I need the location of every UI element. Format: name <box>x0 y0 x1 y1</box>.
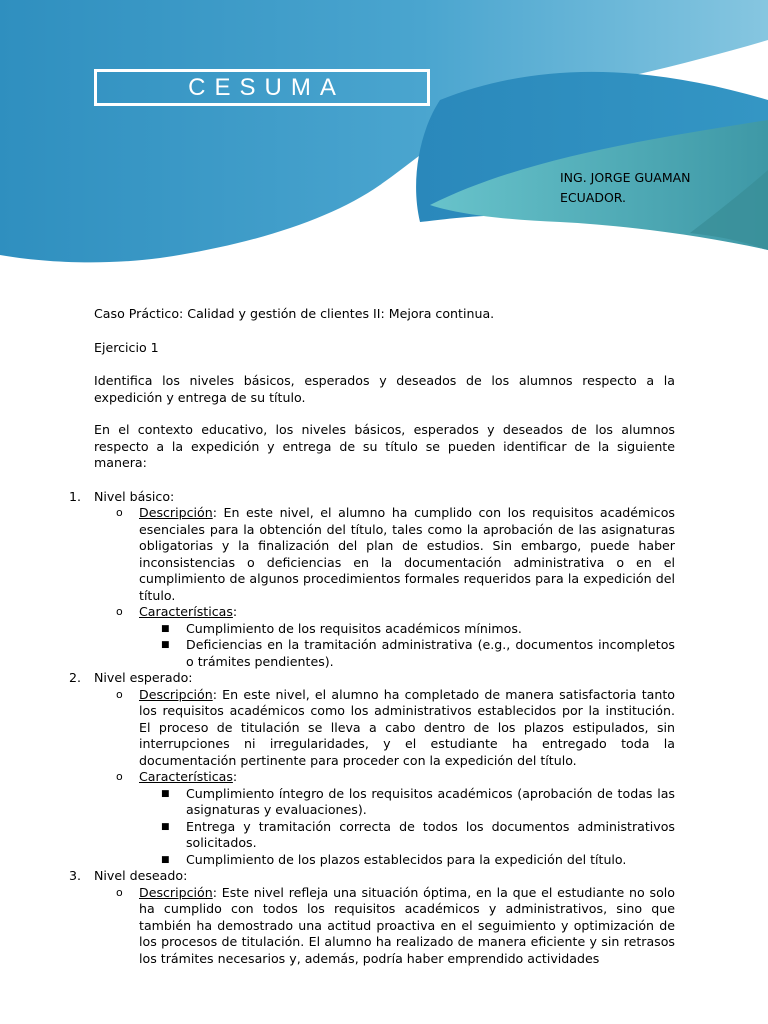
level-title: Nivel básico <box>94 488 171 504</box>
levels-list <box>69 488 675 968</box>
characteristic-text: Cumplimiento íntegro de los requisitos académicos (aprobación de todas las asignaturas y evaluaciones). <box>186 785 675 817</box>
header-wave-banner <box>0 0 768 290</box>
list-item <box>139 786 675 819</box>
characteristics-label: Características <box>139 604 233 619</box>
colon: : <box>232 604 238 619</box>
characteristic-text: Cumplimiento de los requisitos académicos mínimos. <box>186 620 522 636</box>
author-block <box>560 168 691 208</box>
exercise-question: Identifica los niveles básicos, esperados y deseados de los alumnos respecto a la expedición y entrega de su título. <box>94 373 675 405</box>
list-item <box>139 819 675 852</box>
list-item <box>139 852 675 869</box>
colon: : <box>188 670 193 685</box>
characteristic-text: Entrega y tramitación correcta de todos los documentos administrativos solicitados. <box>186 818 675 850</box>
colon: : <box>170 488 175 504</box>
description-label: Descripción <box>139 884 213 900</box>
list-number: 3. <box>69 868 82 883</box>
list-number: 1. <box>69 488 82 504</box>
description-text: : En este nivel, el alumno ha cumplido con los requisitos académicos esenciales para la obtención del título, tales como la aprobación de las asignaturas obligatorias y la finalización del plan de estudios. Sin embargo, puede haber inconsistencias o deficiencias en la documentación administrativa o en el cumplimiento de algunos procedimientos formales requeridos para la expedición del título. <box>139 505 675 603</box>
characteristic-text: Deficiencias en la tramitación administrativa (e.g., documentos incompletos o trámites pendientes). <box>186 637 675 669</box>
description-text: : Este nivel refleja una situación óptima, en la que el estudiante no solo ha cumplido con todos los requisitos académicos y administrativos, sino que también ha demostrado una actitud proactiva en el seguimiento y optimización de los procesos de titulación. El alumno ha realizado de manera eficiente y sin retrasos los trámites necesarios y, además, podría haber emprendido actividades <box>139 884 675 966</box>
exercise-title: Ejercicio 1 <box>94 339 159 355</box>
list-item <box>139 637 675 670</box>
circle-bullet-icon: o <box>116 770 123 783</box>
colon: : <box>232 769 238 784</box>
level-description <box>94 505 675 604</box>
level-title: Nivel esperado <box>94 670 189 685</box>
case-title: Caso Práctico: Calidad y gestión de clientes II: Mejora continua. <box>94 306 495 321</box>
square-bullet-icon: ■ <box>161 821 170 832</box>
characteristics-list <box>94 621 675 671</box>
characteristic-text: Cumplimiento de los plazos establecidos para la expedición del título. <box>186 851 627 867</box>
circle-bullet-icon: o <box>116 687 123 701</box>
description-label: Descripción <box>139 686 213 702</box>
list-item <box>69 488 675 671</box>
description-label: Descripción <box>139 505 213 520</box>
description-text: : En este nivel, el alumno ha completado de manera satisfactoria tanto los requisitos académicos como los administrativos establecidos por la institución. El proceso de titulación se lleva a cabo dentro de los plazos estipulados, sin interrupciones ni irregularidades, y el estudiante ha entregado toda la documentación pertinente para proceder con la expedición del título. <box>139 686 675 768</box>
level-description <box>94 885 675 968</box>
document-body <box>69 306 675 967</box>
level-description <box>94 687 675 770</box>
circle-bullet-icon: o <box>116 506 123 519</box>
circle-bullet-icon: o <box>116 885 123 899</box>
characteristics-list <box>94 786 675 869</box>
characteristics-label: Características <box>139 769 233 784</box>
list-item <box>69 868 675 967</box>
square-bullet-icon: ■ <box>161 788 170 799</box>
square-bullet-icon: ■ <box>161 640 170 650</box>
intro-paragraph: En el contexto educativo, los niveles básicos, esperados y deseados de los alumnos respecto a la expedición y entrega de su título se pueden identificar de la siguiente manera: <box>94 422 675 470</box>
level-characteristics <box>94 769 675 786</box>
colon: : <box>183 868 188 883</box>
square-bullet-icon: ■ <box>161 854 170 865</box>
list-number: 2. <box>69 670 82 685</box>
brand-box <box>94 69 430 106</box>
circle-bullet-icon: o <box>116 605 123 618</box>
level-characteristics <box>94 604 675 621</box>
square-bullet-icon: ■ <box>161 623 170 634</box>
author-name: ING. JORGE GUAMAN <box>560 170 691 185</box>
brand-title: CESUMA <box>188 73 345 101</box>
list-item <box>139 621 675 638</box>
list-item <box>69 670 675 868</box>
author-country: ECUADOR. <box>560 190 627 205</box>
level-title: Nivel deseado <box>94 868 184 883</box>
